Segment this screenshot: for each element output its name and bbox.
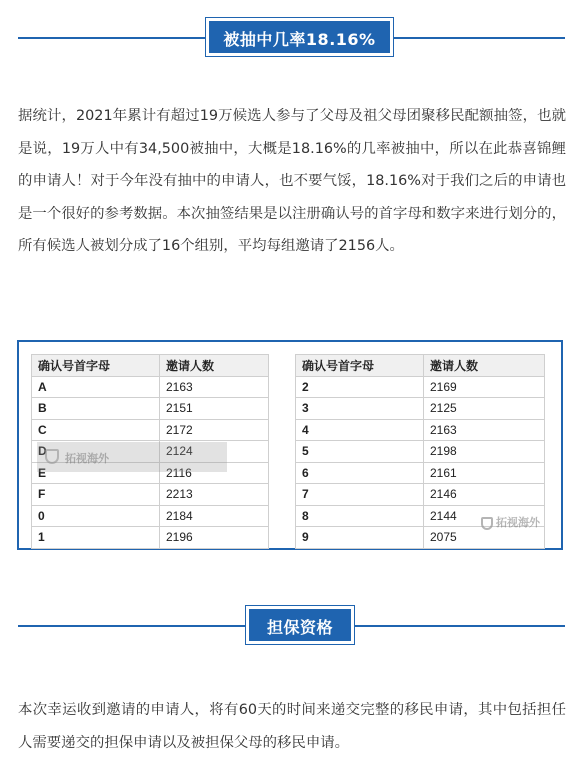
confirmation-letter-cell: F (32, 484, 160, 506)
invitation-count-cell: 2198 (424, 441, 545, 463)
table-header-row (32, 355, 269, 377)
table-row (296, 462, 545, 484)
section-title: 担保资格 (246, 606, 354, 644)
header-confirmation-letter: 确认号首字母 (296, 355, 424, 377)
invitation-count-cell: 2169 (424, 376, 545, 398)
watermark-logo (37, 442, 227, 472)
invitation-count-cell: 2124 (160, 441, 269, 463)
confirmation-letter-cell: 0 (32, 505, 160, 527)
table-header-row (296, 355, 545, 377)
invitation-count-cell: 2213 (160, 484, 269, 506)
table-row (32, 419, 269, 441)
confirmation-letter-cell: 8 (296, 505, 424, 527)
invitation-count-cell: 2163 (160, 376, 269, 398)
confirmation-letter-cell: 1 (32, 527, 160, 549)
draw-results-table-frame (17, 340, 563, 550)
table-row (296, 398, 545, 420)
confirmation-letter-cell: D (32, 441, 160, 463)
table-row (32, 527, 269, 549)
section-header-sponsor-eligibility (18, 606, 565, 646)
section-title: 被抽中几率18.16% (206, 18, 393, 56)
statistics-paragraph: 据统计，2021年累计有超过19万候选人参与了父母及祖父母团聚移民配额抽签，也就是说，19万人中有34,500被抽中，大概是18.16%的几率被抽中，所以在此恭喜锦鲤的申请人！对于今年没有抽中的申请人，也不要气馁，18.16%对于我们之后的申请也是一个很好的参考数据。本次抽签结果是以注册确认号的首字母和数字来进行划分的，所有候选人被划分成了16个组别，平均每组邀请了2156人。 (18, 108, 566, 254)
invitation-count-cell: 2075 (424, 527, 545, 549)
table-row (296, 376, 545, 398)
watermark-logo-corner (481, 514, 540, 530)
table-row (296, 484, 545, 506)
confirmation-letter-cell: 2 (296, 376, 424, 398)
invitation-count-cell: 2161 (424, 462, 545, 484)
confirmation-letter-cell: A (32, 376, 160, 398)
confirmation-letter-cell: 5 (296, 441, 424, 463)
table-row (296, 419, 545, 441)
confirmation-letter-cell: 7 (296, 484, 424, 506)
invitation-count-cell: 2146 (424, 484, 545, 506)
confirmation-letter-cell: B (32, 398, 160, 420)
invitation-count-cell: 2144 (424, 505, 545, 527)
header-confirmation-letter: 确认号首字母 (32, 355, 160, 377)
confirmation-letter-cell: E (32, 462, 160, 484)
table-row (32, 398, 269, 420)
table-row (32, 505, 269, 527)
confirmation-letter-cell: 9 (296, 527, 424, 549)
confirmation-letter-cell: 4 (296, 419, 424, 441)
header-invitations: 邀请人数 (424, 355, 545, 377)
invitation-count-cell: 2163 (424, 419, 545, 441)
table-row (32, 376, 269, 398)
confirmation-letter-cell: 6 (296, 462, 424, 484)
shield-icon (45, 449, 59, 464)
header-invitations: 邀请人数 (160, 355, 269, 377)
invitation-count-cell: 2116 (160, 462, 269, 484)
confirmation-letter-cell: 3 (296, 398, 424, 420)
watermark-text: 拓视海外 (65, 452, 109, 465)
confirmation-letter-cell: C (32, 419, 160, 441)
invitation-count-cell: 2172 (160, 419, 269, 441)
shield-icon (481, 517, 493, 530)
table-row (32, 484, 269, 506)
watermark-text: 拓视海外 (496, 516, 540, 529)
table-row (296, 441, 545, 463)
invitation-count-cell: 2151 (160, 398, 269, 420)
eligibility-paragraph: 本次幸运收到邀请的申请人，将有60天的时间来递交完整的移民申请，其中包括担任人需要递交的担保申请以及被担保父母的移民申请。 (18, 702, 566, 751)
invitation-count-cell: 2196 (160, 527, 269, 549)
invitation-count-cell: 2125 (424, 398, 545, 420)
section-header-draw-rate (18, 18, 565, 58)
invitation-count-cell: 2184 (160, 505, 269, 527)
